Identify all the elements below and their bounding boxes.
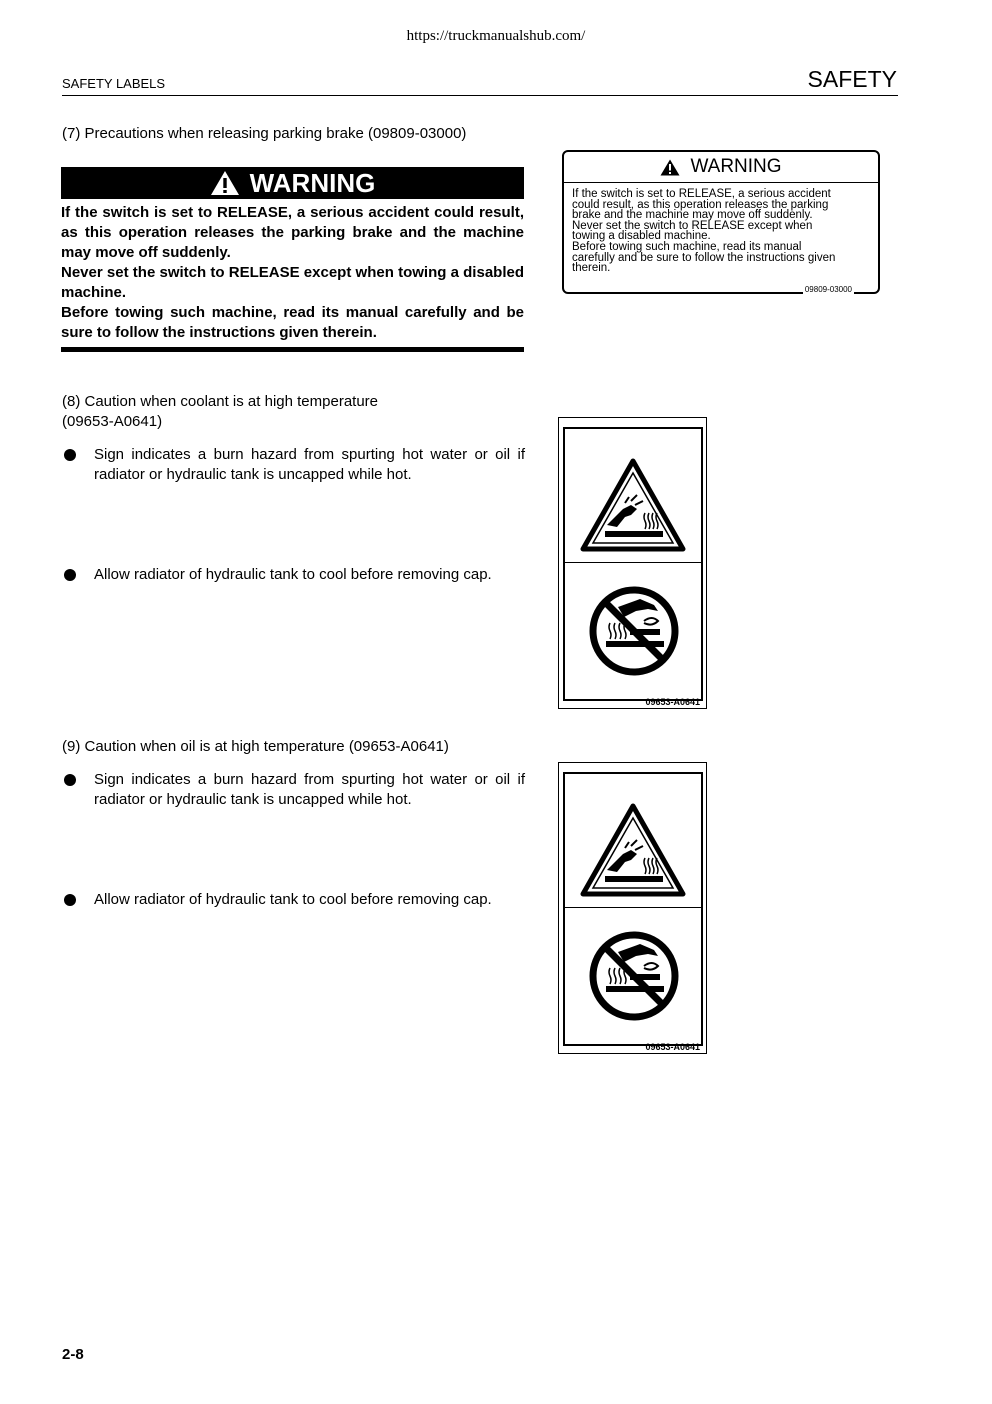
label-code: 09653-A0641 [645, 1042, 700, 1052]
bullet-text: Allow radiator of hydraulic tank to cool before removing cap. [94, 566, 492, 583]
label-body [564, 183, 878, 274]
label-divider [565, 562, 701, 563]
bullet-text: Allow radiator of hydraulic tank to cool before removing cap. [94, 891, 492, 908]
warning-triangle-icon [210, 170, 240, 196]
burn-hazard-icon [579, 457, 687, 553]
warning-paragraph: Before towing such machine, read its manual carefully and be sure to follow the instructions given therein. [61, 304, 524, 341]
bullet-dot [64, 449, 76, 461]
section-8-title-code: (09653-A0641) [62, 413, 163, 430]
label-line: carefully and be sure to follow the instructions given [572, 251, 836, 264]
header-section-label: SAFETY LABELS [62, 76, 166, 91]
page-number: 2-8 [62, 1346, 84, 1363]
warning-bottom-rule [61, 347, 524, 352]
no-uncap-icon [588, 585, 680, 677]
section-8-title [62, 392, 378, 432]
label-line: therein. [572, 262, 611, 275]
bullet-item [62, 445, 525, 485]
coolant-hazard-label [558, 417, 707, 709]
header-chapter-title: SAFETY [807, 66, 897, 92]
bullet-dot [64, 774, 76, 786]
warning-paragraph: Never set the switch to RELEASE except when towing a disabled machine. [61, 264, 524, 301]
label-divider [565, 907, 701, 908]
source-url: https://truckmanualshub.com/ [406, 28, 586, 44]
bullet-text: Sign indicates a burn hazard from spurting hot water or oil if radiator or hydraulic tank is uncapped while hot. [94, 771, 525, 808]
warning-banner [61, 167, 524, 199]
label-frame [563, 427, 703, 701]
label-line: If the switch is set to RELEASE, a serious accident [572, 188, 831, 200]
label-line: brake and the machine may move off suddenly. [572, 209, 813, 222]
label-line: towing a disabled machine. [572, 230, 711, 243]
label-code: 09809-03000 [804, 285, 852, 294]
section-9-title: (9) Caution when oil is at high temperature (09653-A0641) [62, 738, 449, 755]
bullet-dot [64, 894, 76, 906]
label-line: Before towing such machine, read its manual [572, 240, 802, 253]
header-rule [62, 95, 898, 96]
section-7-title: (7) Precautions when releasing parking brake (09809-03000) [62, 125, 467, 142]
parking-brake-warning-label [562, 150, 880, 294]
section-8-title-line: (8) Caution when coolant is at high temperature [62, 393, 379, 410]
warning-text [61, 203, 524, 343]
warning-banner-label: WARNING [249, 167, 376, 198]
no-uncap-icon [588, 930, 680, 1022]
warning-paragraph: If the switch is set to RELEASE, a serious accident could result, as this operation releases the parking brake and the machine may move off suddenly. [61, 204, 524, 261]
label-code: 09653-A0641 [645, 697, 700, 707]
burn-hazard-icon [579, 802, 687, 898]
label-frame [563, 772, 703, 1046]
bullet-text: Sign indicates a burn hazard from spurting hot water or oil if radiator or hydraulic tank is uncapped while hot. [94, 446, 525, 483]
label-line: could result, as this operation releases the parking [572, 198, 829, 211]
bullet-dot [64, 569, 76, 581]
bullet-item [62, 770, 525, 810]
warning-triangle-icon [660, 159, 680, 176]
label-heading-text: WARNING [690, 156, 782, 177]
bullet-item [62, 890, 525, 910]
bullet-item [62, 565, 525, 585]
label-heading [564, 152, 878, 183]
label-line: Never set the switch to RELEASE except when [572, 219, 813, 232]
oil-hazard-label [558, 762, 707, 1054]
